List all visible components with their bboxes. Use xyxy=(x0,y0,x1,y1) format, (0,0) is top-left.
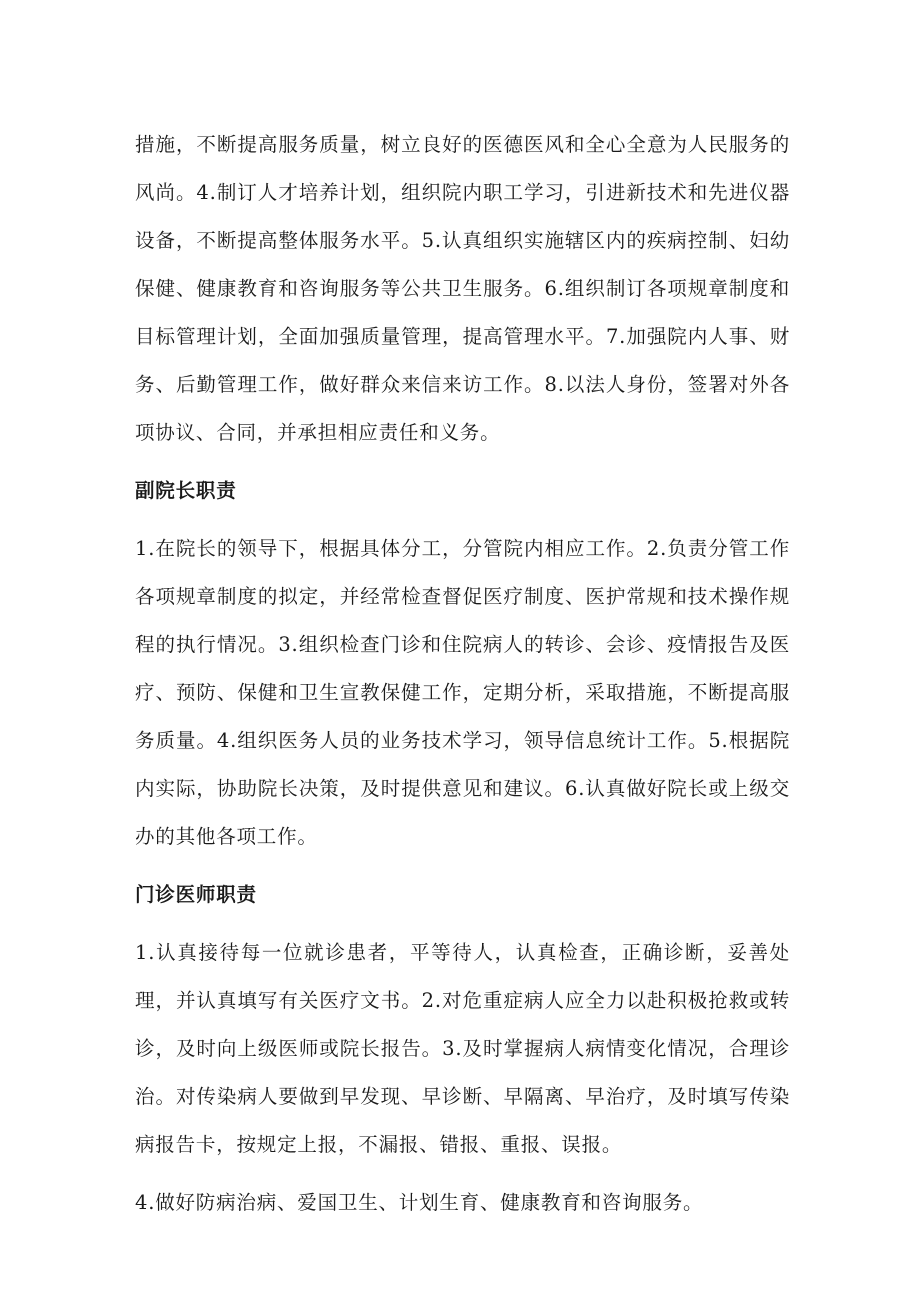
section-heading-outpatient-physician: 门诊医师职责 xyxy=(135,883,257,906)
body-paragraph-outpatient-duty-4: 4.做好防病治病、爱国卫生、计划生育、健康教育和咨询服务。 xyxy=(135,1191,704,1214)
body-paragraph-vice-president-duties: 1.在院长的领导下，根据具体分工，分管院内相应工作。2.负责分管工作各项规章制度的拟定，并经常检查督促医疗制度、医护常规和技术操作规程的执行情况。3.组织检查门诊和住院病人的转诊、会诊、疫情报告及医疗、预防、保健和卫生宣教保健工作，定期分析，采取措施，不断提高服务质量。4.组织医务人员的业务技术学习，领导信息统计工作。5.根据院内实际，协助院长决策，及时提供意见和建议。6.认真做好院长或上级交办的其他各项工作。 xyxy=(135,537,790,848)
body-paragraph-outpatient-duties: 1.认真接待每一位就诊患者，平等待人，认真检查，正确诊断，妥善处理，并认真填写有关医疗文书。2.对危重症病人应全力以赴积极抢救或转诊，及时向上级医师或院长报告。3.及时掌握病人病情变化情况，合理诊治。对传染病人要做到早发现、早诊断、早隔离、早治疗，及时填写传染病报告卡，按规定上报，不漏报、错报、重报、误报。 xyxy=(135,941,790,1156)
section-heading-vice-president: 副院长职责 xyxy=(135,479,237,502)
document-page xyxy=(135,121,790,1227)
body-paragraph-president-duties: 措施，不断提高服务质量，树立良好的医德医风和全心全意为人民服务的风尚。4.制订人才培养计划，组织院内职工学习，引进新技术和先进仪器设备，不断提高整体服务水平。5.认真组织实施辖区内的疾病控制、妇幼保健、健康教育和咨询服务等公共卫生服务。6.组织制订各项规章制度和目标管理计划，全面加强质量管理，提高管理水平。7.加强院内人事、财务、后勤管理工作，做好群众来信来访工作。8.以法人身份，签署对外各项协议、合同，并承担相应责任和义务。 xyxy=(135,133,790,444)
